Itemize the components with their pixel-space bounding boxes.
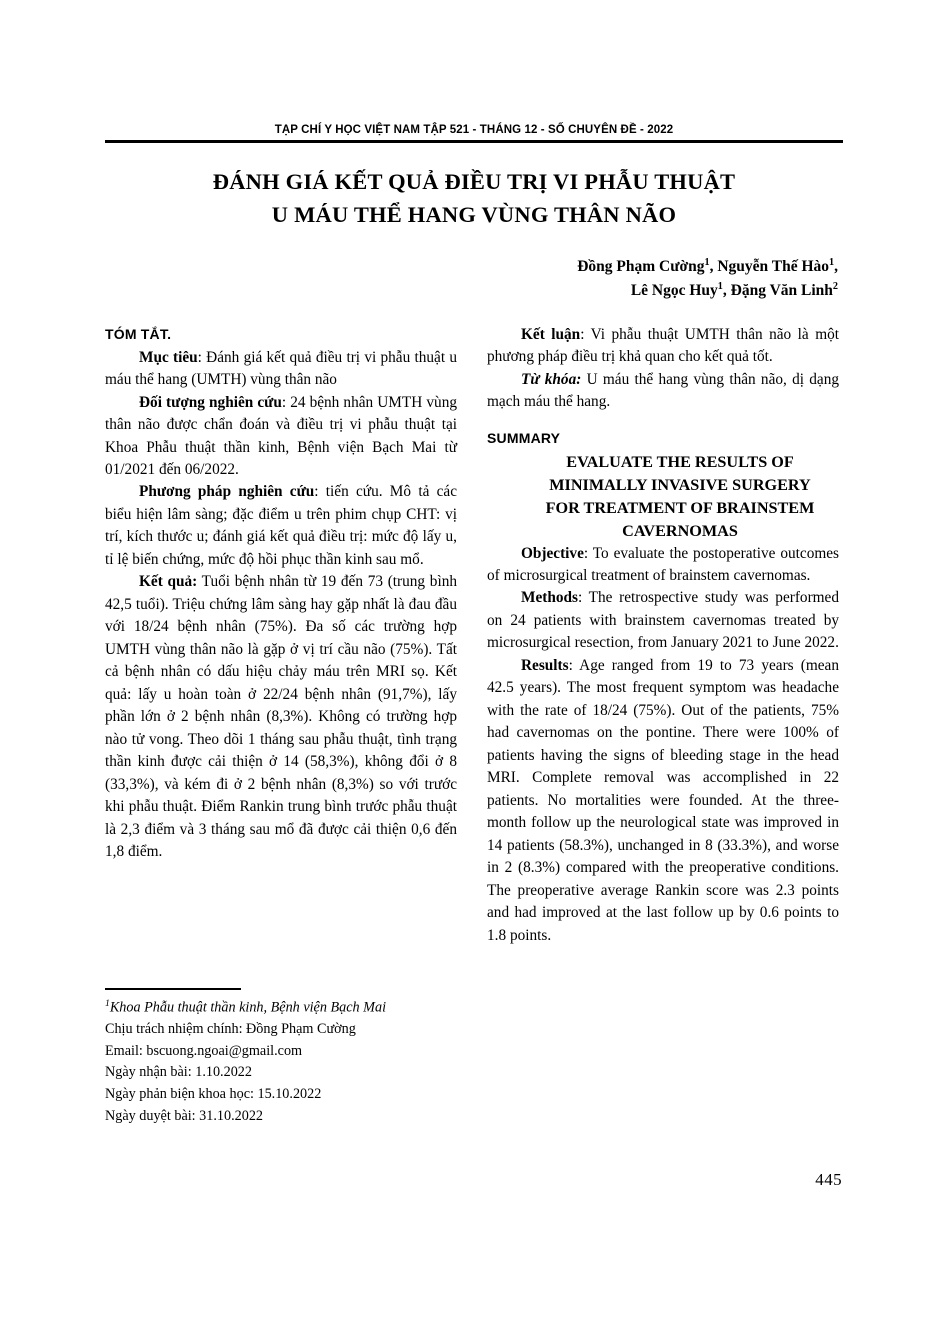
footnote-received-date: Ngày nhận bài: 1.10.2022 — [105, 1064, 252, 1081]
author-name-2: Nguyễn Thế Hào — [717, 258, 830, 276]
label-tu-khoa: Từ khóa: — [521, 370, 582, 388]
text-muc-tieu: : Đánh giá kết quả điều trị vi phẫu thuật u máu thể hang (UMTH) vùng thân não — [105, 348, 458, 389]
section-heading-summary: SUMMARY — [487, 429, 561, 446]
paragraph-muc-tieu — [105, 347, 457, 392]
author-name-4: Đặng Văn Linh — [730, 282, 833, 300]
author-line-1-tail: , — [834, 258, 838, 276]
text-objective: : To evaluate the postoperative outcomes of microsurgical treatment of brainstem cavernomas. — [487, 544, 839, 584]
label-ket-luan: Kết luận — [521, 326, 581, 343]
author-affil-marker-1: 1 — [704, 257, 710, 268]
label-ket-qua: Kết quả: — [139, 573, 198, 591]
author-name-3: Lê Ngọc Huy — [630, 282, 718, 300]
footnote-divider-rule — [105, 988, 241, 990]
article-title-line-1: ĐÁNH GIÁ KẾT QUẢ ĐIỀU TRỊ VI PHẪU THUẬT — [212, 169, 736, 194]
footnote-marker: 1 — [105, 998, 110, 1009]
author-line-2 — [105, 279, 838, 303]
text-tu-khoa: U máu thể hang vùng thân não, dị dạng mạch máu thể hang. — [487, 370, 839, 411]
running-head-text: TẠP CHÍ Y HỌC VIỆT NAM TẬP 521 - THÁNG 12 - SỐ CHUYÊN ĐỀ - 2022 — [274, 124, 674, 136]
paragraph-ket-qua — [105, 571, 457, 863]
label-muc-tieu: Mục tiêu — [139, 348, 198, 366]
author-affil-marker-4: 2 — [832, 281, 838, 293]
header-divider-rule — [105, 140, 843, 143]
paragraph-phuong-phap-nghien-cuu — [105, 481, 457, 571]
english-title-line-3: FOR TREATMENT OF BRAINSTEM — [545, 498, 815, 517]
label-results: Results — [521, 656, 569, 674]
author-line-1 — [105, 255, 838, 279]
label-objective: Objective — [521, 544, 584, 562]
text-ket-qua: Tuổi bệnh nhân từ 19 đến 73 (trung bình 42,5 tuổi). Triệu chứng lâm sàng hay gặp nhất là đau đầu với 18/24 bệnh nhân (75%). Đa số các trường hợp UMTH vùng thân não là gặp ở vị trí cầu não (75%). Tất cả bệnh nhân có dấu hiệu chảy máu trên MRI sọ. Kết quả: lấy u hoàn toàn ở 22/24 bệnh nhân (91,7%), lấy phần lớn ở 2 bệnh nhân (8,3%). Không có trường hợp nào tử vong. Theo dõi 1 tháng sau phẫu thuật, tình trạng thần kinh được cải thiện ở 14 (58,3%), không đổi ở 8 (33,3%), và kém đi ở 2 bệnh nhân (8,3%) so với trước khi phẫu thuật. Điểm Rankin trung bình trước phẫu thuật là 2,3 điểm và 3 tháng sau mổ đã được cải thiện 0,6 đến 1,8 điểm. — [105, 573, 457, 861]
author-list — [105, 255, 838, 303]
article-title — [105, 166, 843, 231]
paragraph-doi-tuong-nghien-cuu — [105, 392, 457, 482]
section-heading-tom-tat — [105, 324, 457, 345]
author-affil-marker-2: 1 — [829, 257, 835, 268]
right-column — [487, 324, 839, 947]
author-separator-1: , — [709, 258, 718, 276]
text-results: : Age ranged from 19 to 73 years (mean 42.5 years). The most frequent symptom was headache with the rate of 18/24 (75%). Out of the patients, 75% had cavernomas on the pontine. There were 100% of patients having the signs of bleeding stage in the head MRI. Complete removal was accomplished in 22 patients. No mortalities were founded. At the three-month follow up the neurological state was improved in 14 patients (58.3%), unchanged in 8 (33.3%), and worse in 2 (8.3%) compared with the preoperative conditions. The preoperative average Rankin score was 2.3 points and had improved at the last follow up by 0.6 points to 1.8 points. — [487, 656, 839, 944]
text-phuong-phap-nghien-cuu: : tiến cứu. Mô tả các biểu hiện lâm sàng; đặc điểm u trên phim chụp CHT: vị trí, kích thước u; đánh giá kết quả điều trị: mức độ lấy u, tỉ lệ biến chứng, mức độ hồi phục thần kinh sau mổ. — [105, 483, 457, 568]
footnote-block — [105, 988, 457, 1127]
author-affil-marker-3: 1 — [717, 281, 723, 293]
text-ket-luan: : Vi phẫu thuật UMTH thân não là một phương pháp điều trị khả quan cho kết quả tốt. — [487, 326, 839, 366]
tom-tat-label: TÓM TẮT — [105, 326, 168, 342]
author-separator-2: , — [722, 282, 731, 300]
footnote-affiliation — [105, 997, 457, 1019]
english-title-line-4: CAVERNOMAS — [622, 521, 738, 540]
paragraph-results — [487, 655, 839, 947]
english-title-line-2: MINIMALLY INVASIVE SURGERY — [549, 475, 811, 494]
label-doi-tuong-nghien-cuu: Đối tượng nghiên cứu — [139, 393, 282, 411]
text-doi-tuong-nghien-cuu: : 24 bệnh nhân UMTH vùng thân não được chẩn đoán và điều trị vi phẫu thuật tại Khoa Phẫu thuật thần kinh, Bệnh viện Bạch Mai từ 01/2021 đến 06/2022. — [105, 393, 457, 478]
footnote-reviewed-date: Ngày phản biện khoa học: 15.10.2022 — [105, 1086, 322, 1103]
label-methods: Methods — [521, 589, 578, 607]
tom-tat-trailing-dot: . — [167, 326, 172, 342]
paragraph-objective — [487, 543, 839, 588]
label-phuong-phap-nghien-cuu: Phương pháp nghiên cứu — [139, 483, 315, 501]
footnote-corresponding-author: Chịu trách nhiệm chính: Đồng Phạm Cường — [105, 1021, 356, 1038]
english-title-line-1: EVALUATE THE RESULTS OF — [566, 452, 794, 471]
text-methods: : The retrospective study was performed on 24 patients with brainstem cavernomas treated by microsurgical resection, from January 2021 to June 2022. — [487, 589, 839, 652]
paragraph-tu-khoa — [487, 369, 839, 414]
article-title-line-2: U MÁU THỂ HANG VÙNG THÂN NÃO — [271, 201, 677, 227]
paragraph-methods — [487, 587, 839, 654]
footnote-accepted-date: Ngày duyệt bài: 31.10.2022 — [105, 1107, 264, 1124]
footnote-email: Email: bscuong.ngoai@gmail.com — [105, 1042, 303, 1059]
footnote-affiliation-text: Khoa Phẫu thuật thần kinh, Bệnh viện Bạch Mai — [109, 999, 387, 1016]
running-head-block — [105, 124, 843, 143]
page-number: 445 — [815, 1170, 842, 1189]
author-name-1: Đồng Phạm Cường — [577, 258, 705, 276]
paragraph-ket-luan — [487, 324, 839, 369]
left-column — [105, 324, 457, 864]
